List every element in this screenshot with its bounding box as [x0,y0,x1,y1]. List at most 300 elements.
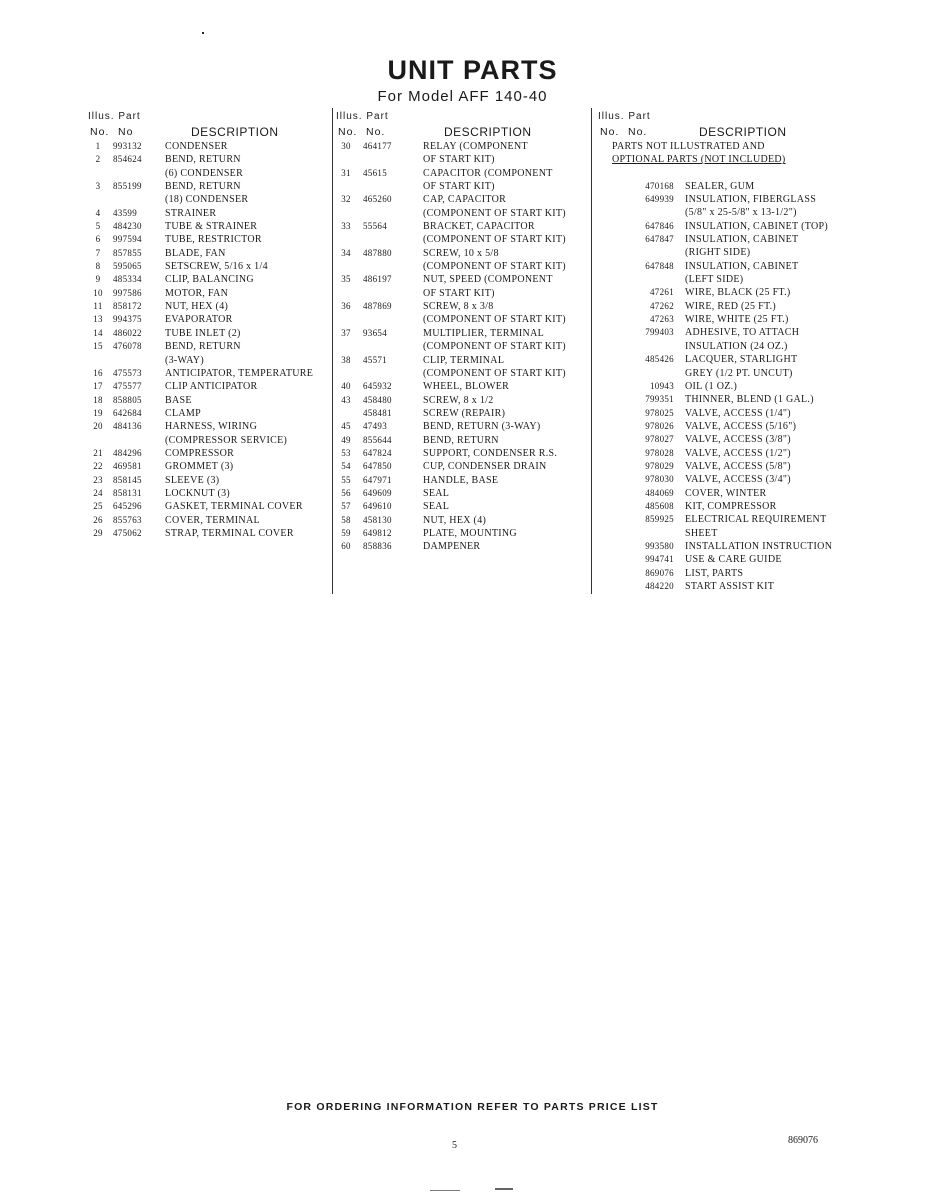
ordering-info: FOR ORDERING INFORMATION REFER TO PARTS PRICE LIST [286,1101,659,1113]
part-number: 649610 [363,501,392,512]
part-description: WIRE, RED (25 FT.) [685,300,777,312]
illus-number: 20 [93,421,103,432]
table-row [336,233,586,246]
part-number: 855763 [113,514,142,525]
part-description: (COMPONENT OF START KIT) [423,314,566,326]
part-description: (18) CONDENSER [165,194,249,206]
part-number: 978027 [645,434,674,445]
part-number: 458481 [363,407,392,418]
header-description: DESCRIPTION [444,125,532,139]
part-description: VALVE, ACCESS (3/8") [685,434,791,446]
part-number: 994741 [645,554,674,565]
illus-number: 58 [341,514,351,525]
table-row [336,180,586,193]
part-description: SCREW, 8 x 1/2 [423,394,494,406]
part-number: 978026 [645,420,674,431]
table-row [88,233,331,246]
illus-number: 4 [95,207,101,218]
part-number: 484136 [113,421,142,432]
part-number: 93654 [363,327,387,338]
part-description: TUBE, RESTRICTOR [165,234,262,246]
part-number: 485334 [113,274,142,285]
part-number: 475062 [113,527,142,538]
part-description: BRACKET, CAPACITOR [423,221,535,233]
table-row [598,233,848,246]
table-row [88,313,331,326]
part-number: 487880 [363,247,392,258]
part-number: 486197 [363,274,392,285]
illus-number: 35 [341,274,351,285]
illus-number: 57 [341,501,351,512]
part-number: 645296 [113,501,142,512]
part-number: 484296 [113,447,142,458]
illus-number: 21 [93,447,103,458]
part-description: SEAL [423,501,450,513]
table-row [336,514,586,527]
part-description: HARNESS, WIRING [165,421,258,433]
part-number: 855199 [113,181,142,192]
part-description: COVER, TERMINAL [165,514,260,526]
part-description: SCREW (REPAIR) [423,407,506,419]
illus-number: 30 [341,141,351,151]
part-number: 858836 [363,541,392,552]
table-row [88,367,331,380]
parts-list [598,180,848,594]
table-row [88,193,331,206]
part-number: 45615 [363,167,387,178]
illus-number: 8 [95,261,101,272]
table-row [88,180,331,193]
table-row [88,447,331,460]
table-row [88,474,331,487]
illus-number: 10 [93,287,103,298]
table-row [598,513,848,526]
table-row [598,540,848,553]
table-row [336,153,586,166]
part-description: (5/8" x 25-5/8" x 13-1/2") [685,207,797,219]
part-description: COVER, WINTER [685,487,767,499]
table-row [336,500,586,513]
part-description: (COMPONENT OF START KIT) [423,341,566,353]
optional-parts-note-line: OPTIONAL PARTS (NOT INCLUDED) [612,154,786,166]
part-number: 465260 [363,194,392,205]
table-row [88,527,331,540]
part-description: CLAMP [165,407,201,419]
part-number: 10943 [650,380,674,391]
model-subtitle: For Model AFF 140-40 [377,88,548,105]
scan-scribble [495,1188,513,1190]
table-row [88,207,331,220]
part-description: GASKET, TERMINAL COVER [165,501,303,513]
part-description: INSULATION, CABINET (TOP) [685,220,828,232]
part-number: 595065 [113,261,142,272]
illus-number: 60 [341,541,351,552]
table-row [598,273,848,286]
part-number: 647847 [645,234,674,245]
illus-number: 16 [93,367,103,378]
part-number: 485426 [645,354,674,365]
part-number: 859925 [645,514,674,525]
part-description: HANDLE, BASE [423,474,499,486]
table-row [88,327,331,340]
part-description: (3-WAY) [165,354,204,366]
illus-number: 36 [341,301,351,312]
table-row [598,326,848,339]
part-number: 475577 [113,381,142,392]
table-row [336,167,586,180]
part-description: CLIP, TERMINAL [423,354,505,366]
table-row [336,260,586,273]
part-number: 997594 [113,234,142,245]
part-number: 47262 [650,300,674,311]
illus-number: 7 [95,247,101,258]
header-illus-no: No. [338,126,358,138]
illus-number: 37 [341,327,351,338]
part-description: CAPACITOR (COMPONENT [423,167,553,179]
part-description: OF START KIT) [423,287,495,299]
part-description: (RIGHT SIDE) [685,247,751,259]
part-number: 484220 [645,581,674,591]
part-description: (COMPONENT OF START KIT) [423,367,566,379]
part-number: 647848 [645,260,674,271]
part-number: 649609 [363,487,392,498]
table-row [336,340,586,353]
part-description: (6) CONDENSER [165,167,244,179]
part-description: GREY (1/2 PT. UNCUT) [685,367,793,379]
illus-number: 9 [95,274,101,285]
table-row [336,460,586,473]
illus-number: 22 [93,461,103,472]
part-description: INSTALLATION INSTRUCTION [685,540,833,552]
part-number: 854624 [113,154,142,165]
illus-number: 2 [95,154,101,165]
part-number: 994375 [113,314,142,325]
illus-number: 5 [95,221,101,232]
part-number: 978028 [645,447,674,458]
table-row [336,474,586,487]
part-description: STRAINER [165,207,217,219]
table-row [88,300,331,313]
part-description: CLIP ANTICIPATOR [165,381,258,393]
table-row [336,327,586,340]
parts-list [88,140,331,540]
table-row [598,353,848,366]
part-description: OF START KIT) [423,154,495,166]
part-description: VALVE, ACCESS (5/16") [685,420,797,432]
optional-parts-note-line: PARTS NOT ILLUSTRATED AND [612,141,765,152]
table-row [598,553,848,566]
table-row [598,487,848,500]
part-description: START ASSIST KIT [685,581,775,592]
table-row [598,367,848,380]
table-row [336,313,586,326]
header-part-no: No. [366,126,386,138]
part-description: VALVE, ACCESS (1/4") [685,407,791,419]
illus-number: 25 [93,501,103,512]
part-number: 978030 [645,474,674,485]
header-illus-no: No. [90,126,110,138]
table-row [336,447,586,460]
part-number: 858172 [113,301,142,312]
part-description: OF START KIT) [423,181,495,193]
part-description: WIRE, WHITE (25 FT.) [685,314,789,326]
part-number: 993132 [113,141,142,151]
table-row [336,273,586,286]
table-row [88,420,331,433]
illus-number: 40 [341,381,351,392]
illus-number: 59 [341,527,351,538]
table-row [336,420,586,433]
table-row [336,527,586,540]
scan-scribble [430,1190,460,1191]
part-number: 858145 [113,474,142,485]
illus-number: 55 [341,474,351,485]
part-number: 470168 [645,180,674,191]
part-description: PLATE, MOUNTING [423,527,517,539]
part-number: 43599 [113,207,137,218]
optional-parts-note [598,140,848,167]
illus-number: 6 [95,234,101,245]
illus-number: 3 [95,181,101,192]
part-number: 855644 [363,434,392,445]
illus-number: 54 [341,461,351,472]
illus-number: 15 [93,341,103,352]
table-row [598,460,848,473]
part-number: 476078 [113,341,142,352]
part-description: (COMPRESSOR SERVICE) [165,434,288,446]
part-description: LACQUER, STARLIGHT [685,354,798,366]
illus-number: 45 [341,421,351,432]
part-number: 486022 [113,327,142,338]
part-description: ELECTRICAL REQUIREMENT [685,514,827,526]
part-description: CLIP, BALANCING [165,274,254,286]
parts-column-3 [598,108,848,593]
part-description: VALVE, ACCESS (5/8") [685,460,791,472]
column-header [88,108,331,140]
part-number: 997586 [113,287,142,298]
illus-number: 18 [93,394,103,405]
part-description: WIRE, BLACK (25 FT.) [685,287,791,299]
table-row [336,300,586,313]
illus-number: 53 [341,447,351,458]
part-description: CUP, CONDENSER DRAIN [423,461,547,473]
table-row [88,434,331,447]
table-row [336,220,586,233]
table-row [88,487,331,500]
table-row [598,313,848,326]
table-row [336,380,586,393]
illus-number: 24 [93,487,103,498]
table-row [598,420,848,433]
part-description: RELAY (COMPONENT [423,141,528,152]
illus-number: 38 [341,354,351,365]
table-row [598,580,848,593]
part-description: ANTICIPATOR, TEMPERATURE [165,367,314,379]
part-description: BEND, RETURN [423,434,499,446]
illus-number: 26 [93,514,103,525]
table-row [88,273,331,286]
page-number: 5 [452,1140,457,1151]
table-row [88,394,331,407]
table-row [336,247,586,260]
part-description: EVAPORATOR [165,314,233,326]
part-number: 647824 [363,447,392,458]
table-row [598,500,848,513]
illus-number: 31 [341,167,351,178]
part-description: INSULATION, CABINET [685,260,799,272]
part-number: 647846 [645,220,674,231]
table-row [88,153,331,166]
column-header [336,108,586,140]
part-description: (COMPONENT OF START KIT) [423,261,566,273]
table-row [598,206,848,219]
table-row [88,140,331,153]
table-row [88,354,331,367]
table-row [336,193,586,206]
illus-number: 13 [93,314,103,325]
part-description: USE & CARE GUIDE [685,554,782,566]
illus-number: 14 [93,327,103,338]
parts-list [336,140,586,554]
part-number: 47263 [650,314,674,325]
part-description: LOCKNUT (3) [165,487,231,499]
part-description: SUPPORT, CONDENSER R.S. [423,447,558,459]
part-number: 45571 [363,354,387,365]
part-number: 484230 [113,221,142,232]
table-row [598,286,848,299]
table-row [88,167,331,180]
part-number: 55564 [363,221,387,232]
illus-number: 17 [93,381,103,392]
table-row [598,393,848,406]
part-description: NUT, SPEED (COMPONENT [423,274,553,286]
illus-number: 49 [341,434,351,445]
part-number: 487869 [363,301,392,312]
table-row [88,340,331,353]
illus-number: 43 [341,394,351,405]
part-description: SEALER, GUM [685,180,755,192]
illus-number: 29 [93,527,103,538]
part-description: (LEFT SIDE) [685,274,744,286]
parts-column-1 [88,108,331,540]
part-number: 484069 [645,487,674,498]
table-row [88,220,331,233]
document-number: 869076 [788,1135,818,1146]
part-description: VALVE, ACCESS (3/4") [685,474,791,486]
part-description: ADHESIVE, TO ATTACH [685,327,800,339]
illus-number: 56 [341,487,351,498]
part-number: 649812 [363,527,392,538]
table-row [598,473,848,486]
table-row [336,140,586,153]
illus-number: 32 [341,194,351,205]
header-description: DESCRIPTION [699,125,787,139]
illus-number: 11 [93,301,103,312]
header-part-no: No [118,126,134,138]
part-number: 858131 [113,487,142,498]
illus-number: 33 [341,221,351,232]
part-number: 649939 [645,194,674,205]
table-row [88,380,331,393]
part-description: INSULATION, FIBERGLASS [685,194,817,206]
part-description: MULTIPLIER, TERMINAL [423,327,544,339]
part-number: 485608 [645,500,674,511]
part-number: 857855 [113,247,142,258]
illus-number: 23 [93,474,103,485]
table-row [336,394,586,407]
part-description: KIT, COMPRESSOR [685,500,777,512]
part-description: SETSCREW, 5/16 x 1/4 [165,261,268,273]
part-number: 978029 [645,460,674,471]
table-row [598,246,848,259]
table-row [88,407,331,420]
illus-number: 34 [341,247,351,258]
part-number: 647971 [363,474,392,485]
part-description: BLADE, FAN [165,247,226,259]
part-description: BEND, RETURN [165,341,241,353]
part-description: STRAP, TERMINAL COVER [165,527,294,539]
part-description: CAP, CAPACITOR [423,194,507,206]
header-part-no: No. [628,126,648,138]
table-row [598,527,848,540]
part-description: SCREW, 8 x 3/8 [423,301,494,313]
part-description: OIL (1 OZ.) [685,380,738,392]
part-description: SHEET [685,527,718,539]
part-number: 475573 [113,367,142,378]
part-description: INSULATION, CABINET [685,234,799,246]
table-row [336,487,586,500]
table-row [88,287,331,300]
table-row [598,300,848,313]
illus-number: 1 [95,141,101,151]
part-number: 858805 [113,394,142,405]
table-row [88,514,331,527]
table-row [598,407,848,420]
part-description: CONDENSER [165,141,228,152]
part-number: 645932 [363,381,392,392]
part-number: 458480 [363,394,392,405]
header-illus-part: Illus. Part [88,111,141,122]
part-description: SEAL [423,487,450,499]
part-number: 869076 [645,567,674,578]
part-description: THINNER, BLEND (1 GAL.) [685,394,814,406]
part-description: TUBE INLET (2) [165,327,241,339]
table-row [336,287,586,300]
part-description: BEND, RETURN [165,181,241,193]
header-description: DESCRIPTION [191,125,279,139]
part-number: 993580 [645,540,674,551]
part-number: 47261 [650,287,674,298]
part-description: NUT, HEX (4) [423,514,487,526]
part-description: BEND, RETURN (3-WAY) [423,421,541,433]
table-row [598,340,848,353]
table-row [598,220,848,233]
header-illus-part: Illus. Part [598,111,651,122]
table-row [598,193,848,206]
part-description: SCREW, 10 x 5/8 [423,247,499,259]
table-row [598,380,848,393]
table-row [88,260,331,273]
part-number: 458130 [363,514,392,525]
table-row [598,433,848,446]
column-divider-right [591,108,592,594]
part-description: MOTOR, FAN [165,287,229,299]
part-description: INSULATION (24 OZ.) [685,340,788,352]
part-description: SLEEVE (3) [165,474,220,486]
part-description: WHEEL, BLOWER [423,381,510,393]
part-description: COMPRESSOR [165,447,235,459]
part-description: TUBE & STRAINER [165,221,258,233]
